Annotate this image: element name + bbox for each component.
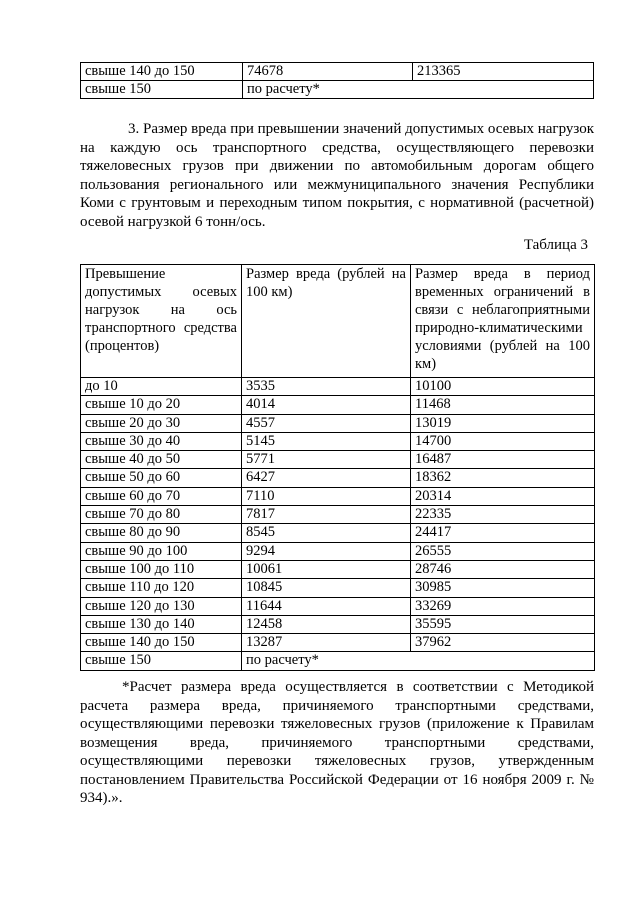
- restricted-value-cell: 30985: [411, 579, 595, 597]
- damage-table-3: [80, 264, 595, 671]
- table-row: [81, 634, 595, 652]
- range-cell: свыше 80 до 90: [81, 524, 242, 542]
- normal-value-cell: по расчету*: [243, 81, 594, 99]
- paragraph-3: [80, 120, 594, 231]
- normal-value-cell: 5771: [242, 451, 411, 469]
- restricted-value-cell: 20314: [411, 487, 595, 505]
- range-cell: свыше 150: [81, 81, 243, 99]
- normal-value-cell: 74678: [243, 63, 413, 81]
- restricted-value-cell: 26555: [411, 542, 595, 560]
- table-row: [81, 469, 595, 487]
- table-row: [81, 81, 594, 99]
- paragraph-3-text: 3. Размер вреда при превышении значений допустимых осевых нагрузок на каждую ось транспортного средства, осуществляющего перевозки тяжеловесных грузов при движении по автомобильным дорогам общего пользования регионального или межмуниципального значения Республики Коми с грунтовым и переходным типом покрытия, с нормативной (расчетной) осевой нагрузкой 6 тонн/ось.: [80, 121, 594, 230]
- table-row: [81, 63, 594, 81]
- range-cell: свыше 130 до 140: [81, 615, 242, 633]
- table-row: [81, 432, 595, 450]
- normal-value-cell: 10845: [242, 579, 411, 597]
- range-cell: свыше 50 до 60: [81, 469, 242, 487]
- normal-value-cell: 7817: [242, 506, 411, 524]
- table-header-row: [81, 265, 595, 378]
- range-cell: свыше 140 до 150: [81, 63, 243, 81]
- restricted-value-cell: 33269: [411, 597, 595, 615]
- header-damage-normal: Размер вреда (рублей на 100 км): [242, 265, 411, 378]
- table-row: [81, 652, 595, 670]
- table-row: [81, 597, 595, 615]
- header-damage-restricted: Размер вреда в период временных ограничений в связи с неблагоприятными природно-климатическими условиями (рублей на 100 км): [411, 265, 595, 378]
- restricted-value-cell: 10100: [411, 378, 595, 396]
- table-row: [81, 451, 595, 469]
- footnote-text: *Расчет размера вреда осуществляется в соответствии с Методикой расчета размера вреда, причиняемого транспортными средствами, осуществляющими перевозки тяжеловесных грузов (приложение к Правилам возмещения вреда, причиняемого транспортными средствами, осуществляющими перевозки тяжеловесных грузов, утвержденным постановлением Правительства Российской Федерации от 16 ноября 2009 г. № 934).».: [80, 679, 594, 806]
- header-overload: Превышение допустимых осевых нагрузок на ось транспортного средства (процентов): [81, 265, 242, 378]
- table-row: [81, 506, 595, 524]
- normal-value-cell: 10061: [242, 560, 411, 578]
- range-cell: до 10: [81, 378, 242, 396]
- range-cell: свыше 70 до 80: [81, 506, 242, 524]
- footnote: [80, 678, 594, 808]
- normal-value-cell: 8545: [242, 524, 411, 542]
- restricted-value-cell: 37962: [411, 634, 595, 652]
- restricted-value-cell: 22335: [411, 506, 595, 524]
- table-row: [81, 487, 595, 505]
- normal-value-cell: 7110: [242, 487, 411, 505]
- restricted-value-cell: 18362: [411, 469, 595, 487]
- range-cell: свыше 20 до 30: [81, 414, 242, 432]
- range-cell: свыше 120 до 130: [81, 597, 242, 615]
- table-row: [81, 579, 595, 597]
- normal-value-cell: 9294: [242, 542, 411, 560]
- restricted-value-cell: 213365: [413, 63, 594, 81]
- table-row: [81, 396, 595, 414]
- normal-value-cell: 4557: [242, 414, 411, 432]
- restricted-value-cell: 13019: [411, 414, 595, 432]
- range-cell: свыше 90 до 100: [81, 542, 242, 560]
- table-row: [81, 615, 595, 633]
- normal-value-cell: 12458: [242, 615, 411, 633]
- restricted-value-cell: 28746: [411, 560, 595, 578]
- range-cell: свыше 60 до 70: [81, 487, 242, 505]
- normal-value-cell: 3535: [242, 378, 411, 396]
- normal-value-cell: 11644: [242, 597, 411, 615]
- range-cell: свыше 110 до 120: [81, 579, 242, 597]
- range-cell: свыше 100 до 110: [81, 560, 242, 578]
- normal-value-cell: 4014: [242, 396, 411, 414]
- range-cell: свыше 30 до 40: [81, 432, 242, 450]
- restricted-value-cell: 14700: [411, 432, 595, 450]
- restricted-value-cell: 11468: [411, 396, 595, 414]
- table-caption: Таблица 3: [523, 237, 588, 253]
- range-cell: свыше 140 до 150: [81, 634, 242, 652]
- table-row: [81, 560, 595, 578]
- range-cell: свыше 10 до 20: [81, 396, 242, 414]
- restricted-value-cell: 24417: [411, 524, 595, 542]
- table-row: [81, 524, 595, 542]
- table-row: [81, 542, 595, 560]
- normal-value-cell: по расчету*: [242, 652, 595, 670]
- restricted-value-cell: 16487: [411, 451, 595, 469]
- range-cell: свыше 40 до 50: [81, 451, 242, 469]
- table-row: [81, 378, 595, 396]
- previous-table-fragment: [80, 62, 594, 99]
- normal-value-cell: 6427: [242, 469, 411, 487]
- restricted-value-cell: 35595: [411, 615, 595, 633]
- normal-value-cell: 13287: [242, 634, 411, 652]
- range-cell: свыше 150: [81, 652, 242, 670]
- normal-value-cell: 5145: [242, 432, 411, 450]
- table-row: [81, 414, 595, 432]
